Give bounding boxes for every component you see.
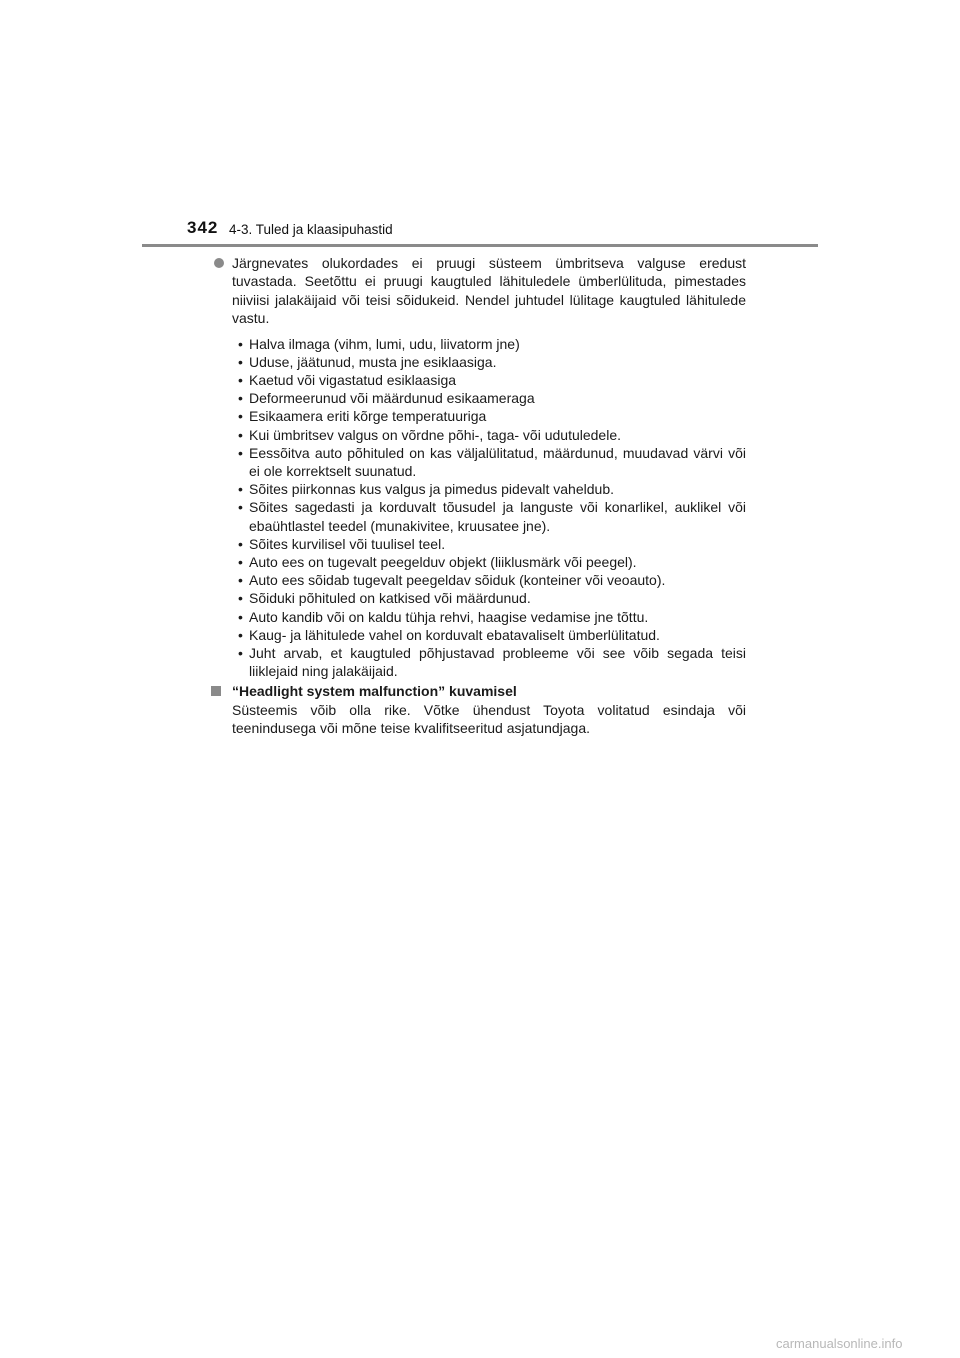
- list-item-text: Uduse, jäätunud, musta jne esiklaasiga.: [249, 353, 497, 370]
- bullet-dot-icon: •: [238, 499, 243, 516]
- list-item: [238, 608, 746, 626]
- list-item-text: Halva ilmaga (vihm, lumi, udu, liivatorm jne): [249, 335, 520, 352]
- square-bullet-icon: [211, 686, 221, 696]
- watermark: carmanualsonline.info: [776, 1336, 903, 1351]
- bullet-dot-icon: •: [238, 353, 243, 370]
- bullet-dot-icon: •: [238, 426, 243, 443]
- list-item-text: Sõites kurvilisel või tuulisel teel.: [249, 535, 446, 552]
- list-item-text: Sõites piirkonnas kus valgus ja pimedus pidevalt vaheldub.: [249, 481, 614, 498]
- list-item-text: Eessõitva auto põhituled on kas väljalülitatud, määrdunud, muudavad värvi või ei ole korrektselt suunatud.: [249, 444, 746, 480]
- circle-bullet-icon: [214, 258, 224, 268]
- bullet-dot-icon: •: [238, 590, 243, 607]
- intro-text: Järgnevates olukordades ei pruugi süsteem ümbritseva valguse eredust tuvastada. Seetõttu ei pruugi kaugtuled lähituledele ümberlülituda, pimestades niiviisi jalakäijaid või teisi sõidukeid. Nendel juhtudel lülitage kaugtuled lähitulede vastu.: [232, 255, 746, 327]
- list-item-text: Esikaamera eriti kõrge temperatuuriga: [249, 408, 487, 425]
- bullet-dot-icon: •: [238, 608, 243, 625]
- list-item-text: Kaetud või vigastatud esiklaasiga: [249, 372, 457, 389]
- section-header: 4-3. Tuled ja klaasipuhastid: [229, 222, 393, 237]
- list-item-text: Juht arvab, et kaugtuled põhjustavad probleeme või see võib segada teisi liiklejaid ning jalakäijaid.: [249, 645, 746, 680]
- bullet-dot-icon: •: [238, 335, 243, 352]
- malfunction-heading: [232, 682, 960, 700]
- list-item-text: Deformeerunud või määrdunud esikaameraga: [249, 390, 535, 407]
- list-item-text: Kaug- ja lähitulede vahel on korduvalt ebatavaliselt ümberlülitatud.: [249, 626, 660, 643]
- bullet-dot-icon: •: [238, 626, 243, 643]
- bullet-dot-icon: •: [238, 444, 243, 461]
- bullet-dot-icon: •: [238, 535, 243, 552]
- malfunction-heading-text: “Headlight system malfunction” kuvamisel: [232, 683, 517, 700]
- bullet-dot-icon: •: [238, 372, 243, 389]
- list-item-text: Auto ees on tugevalt peegelduv objekt (liiklusmärk või peegel).: [249, 554, 637, 571]
- list-item: [238, 335, 746, 353]
- list-item: [238, 480, 746, 498]
- list-item: [238, 389, 746, 407]
- list-item-text: Sõites sagedasti ja korduvalt tõusudel ja languste või konarlikel, auklikel või ebaühtlastel teedel (munakivitee, kruusatee jne).: [249, 499, 746, 534]
- malfunction-text: Süsteemis võib olla rike. Võtke ühendust Toyota volitatud esindaja või teenindusega või mõne teise kvalifitseeritud asjatundjaga.: [232, 701, 746, 737]
- bullet-dot-icon: •: [238, 645, 243, 662]
- list-item-text: Sõiduki põhituled on katkised või määrdunud.: [249, 590, 531, 607]
- list-item: [238, 353, 746, 371]
- list-item: [238, 535, 746, 553]
- list-item: [238, 626, 746, 644]
- bullet-dot-icon: •: [238, 572, 243, 589]
- bullet-dot-icon: •: [238, 408, 243, 425]
- list-item: [238, 644, 746, 680]
- list-item-text: Auto kandib või on kaldu tühja rehvi, haagise vedamise jne tõttu.: [249, 608, 649, 625]
- header-rule: [142, 244, 818, 247]
- page-number: 342: [187, 218, 219, 237]
- list-item-text: Auto ees sõidab tugevalt peegeldav sõiduk (konteiner või veoauto).: [249, 572, 666, 589]
- list-item-text: Kui ümbritsev valgus on võrdne põhi-, taga- või udutuledele.: [249, 426, 621, 443]
- intro-paragraph: [232, 254, 746, 328]
- list-item: [238, 407, 746, 425]
- bullet-dot-icon: •: [238, 481, 243, 498]
- bullet-dot-icon: •: [238, 554, 243, 571]
- list-item: [238, 371, 746, 389]
- list-item: [238, 426, 746, 444]
- list-item: [238, 444, 746, 480]
- conditions-list: [0, 335, 960, 681]
- list-item: [238, 553, 746, 571]
- bullet-dot-icon: •: [238, 390, 243, 407]
- list-item: [238, 498, 746, 534]
- page-content: [0, 254, 960, 738]
- list-item: [238, 589, 746, 607]
- list-item: [238, 571, 746, 589]
